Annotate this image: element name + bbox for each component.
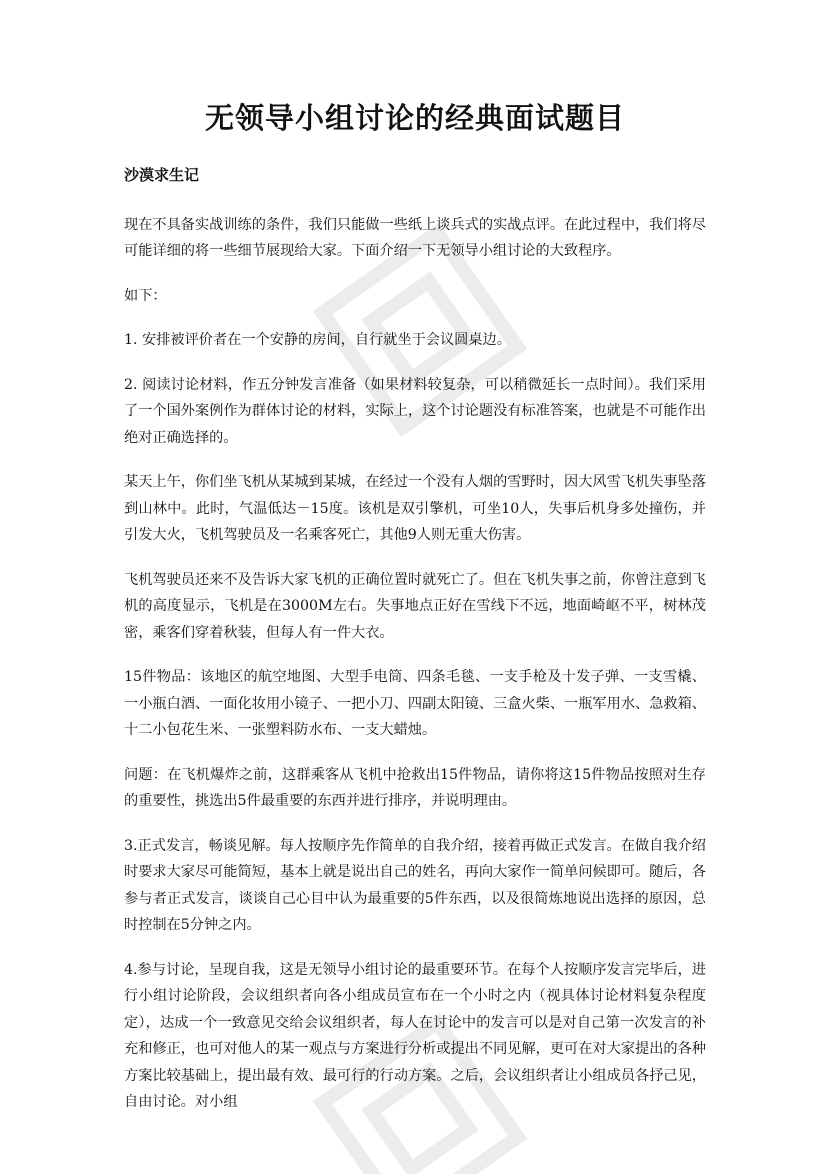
document-title: 无领导小组讨论的经典面试题目 xyxy=(204,101,625,135)
document-body xyxy=(124,100,706,1134)
paragraph-scenario-detail: 飞机驾驶员还来不及告诉大家飞机的正确位置时就死亡了。但在飞机失事之前，你曾注意到飞机的高度显示，飞机是在3000M左右。失事地点正好在雪线下不远，地面崎岖不平，树林茂密，乘客们穿着秋装，但每人有一件大衣。 xyxy=(124,571,706,641)
paragraph-as-follows: 如下： xyxy=(124,287,167,304)
section-title: 沙漠求生记 xyxy=(124,165,200,184)
paragraph-question: 问题：在飞机爆炸之前，这群乘客从飞机中抢救出15件物品，请你将这15件物品按照对生存的重要性，挑选出5件最重要的东西并进行排序，并说明理由。 xyxy=(124,766,706,810)
paragraph-item-list: 15件物品：该地区的航空地图、大型手电筒、四条毛毯、一支手枪及十发子弹、一支雪橇、一小瓶白酒、一面化妆用小镜子、一把小刀、四副太阳镜、三盒火柴、一瓶军用水、急救箱、十二小包花生米、一张塑料防水布、一支大蜡烛。 xyxy=(124,669,706,739)
paragraph-step-2: 2. 阅读讨论材料，作五分钟发言准备（如果材料较复杂，可以稍微延长一点时间）。我们采用了一个国外案例作为群体讨论的材料，实际上，这个讨论题没有标准答案，也就是不可能作出绝对正确选择的。 xyxy=(124,376,706,446)
paragraph-step-3: 3.正式发言，畅谈见解。每人按顺序先作简单的自我介绍，接着再做正式发言。在做自我介绍时要求大家尽可能简短，基本上就是说出自己的姓名，再向大家作一简单问候即可。随后，各参与者正式发言，谈谈自己心目中认为最重要的5件东西，以及很简炼地说出选择的原因，总时控制在5分钟之内。 xyxy=(124,837,706,934)
paragraph-step-1: 1. 安排被评价者在一个安静的房间，自行就坐于会议圆桌边。 xyxy=(124,332,511,349)
paragraph-scenario: 某天上午，你们坐飞机从某城到某城，在经过一个没有人烟的雪野时，因大风雪飞机失事坠落到山林中。此时，气温低达－15度。该机是双引擎机，可坐10人，失事后机身多处撞伤，并引发大火，飞机驾驶员及一名乘客死亡，其他9人则无重大伤害。 xyxy=(124,474,706,544)
paragraph-intro: 现在不具备实战训练的条件，我们只能做一些纸上谈兵式的实战点评。在此过程中，我们将尽可能详细的将一些细节展现给大家。下面介绍一下无领导小组讨论的大致程序。 xyxy=(124,216,706,260)
paragraph-step-4: 4.参与讨论，呈现自我，这是无领导小组讨论的最重要环节。在每个人按顺序发言完毕后，进行小组讨论阶段，会议组织者向各小组成员宣布在一个小时之内（视具体讨论材料复杂程度定），达成一个一致意见交给会议组织者，每人在讨论中的发言可以是对自己第一次发言的补充和修正，也可对他人的某一观点与方案进行分析或提出不同见解，更可在对大家提出的各种方案比较基础上，提出最有效、最可行的行动方案。之后，会议组织者让小组成员各抒己见，自由讨论。对小组 xyxy=(124,961,706,1111)
